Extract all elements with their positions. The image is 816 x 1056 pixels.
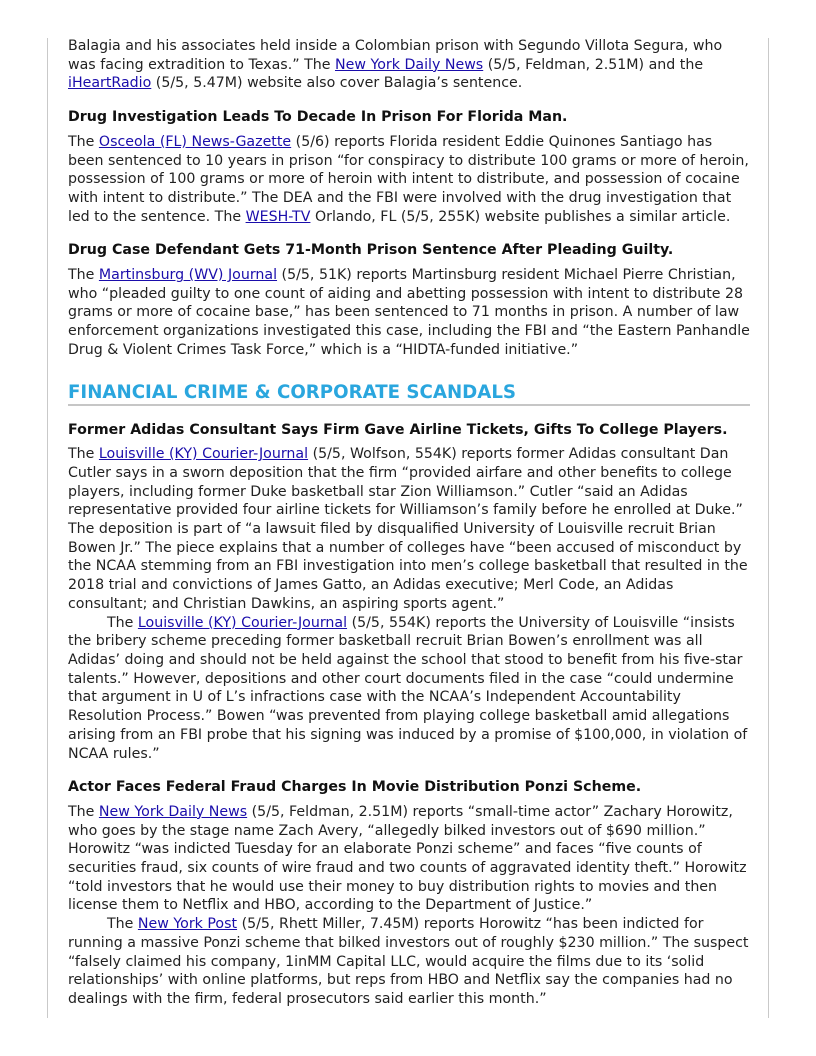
article-paragraph: The Martinsburg (WV) Journal (5/5, 51K) reports Martinsburg resident Michael Pierre Christian, who “pleaded guilty to one count of aiding and abetting possession with intent to distribute 28 grams or more of cocaine base,” has been sentenced to 71 months in prison. A number of law enforcement organizations investigated this case, including the FBI and “the Eastern Panhandle Drug & Violent Crimes Task Force,” which is a “HIDTA-funded initiative.” <box>68 267 750 358</box>
article-headline: Drug Investigation Leads To Decade In Prison For Florida Man. <box>68 109 568 126</box>
source-link[interactable]: New York Daily News <box>334 56 484 73</box>
article-martinsburg <box>68 241 750 359</box>
article-paragraph: The Osceola (FL) News-Gazette (5/6) reports Florida resident Eddie Quinones Santiago has been sentenced to 10 years in prison “for conspiracy to distribute 100 grams or more of heroin, possession of 100 grams or more of heroin with intent to distribute, and possession of cocaine with intent to distribute.” The DEA and the FBI were involved with the drug investigation that led to the sentence. The WESH-TV Orlando, FL (5/5, 255K) website publishes a similar article. <box>68 133 749 225</box>
article-ponzi <box>68 778 750 1008</box>
source-link[interactable]: New York Daily News <box>98 803 248 820</box>
article-florida <box>68 108 750 226</box>
article-paragraph: The Louisville (KY) Courier-Journal (5/5, 554K) reports the University of Louisville “insists the bribery scheme preceding former basketball recruit Brian Bowen’s enrollment was all Adidas’ doing and should not be held against the school that stood to benefit from his five-star talents.” However, depositions and other court documents filed in the case “could undermine that argument in U of L’s infractions case with the NCAA’s Independent Accountability Resolution Process.” Bowen “was prevented from playing college basketball amid allegations arising from an FBI probe that his signing was induced by a promise of $100,000, in violation of NCAA rules.” <box>68 614 748 762</box>
source-link[interactable]: New York Post <box>137 916 238 933</box>
source-link[interactable]: Martinsburg (WV) Journal <box>98 267 278 284</box>
article-headline: Drug Case Defendant Gets 71-Month Prison Sentence After Pleading Guilty. <box>68 242 674 259</box>
article-section <box>68 382 750 406</box>
article-paragraph: Balagia and his associates held inside a Colombian prison with Segundo Villota Segura, who was facing extradition to Texas.” The New York Daily News (5/5, Feldman, 2.51M) and the iHeartRadio (5/5, 5.47M) website also cover Balagia’s sentence. <box>68 38 723 92</box>
document-page <box>68 37 750 1009</box>
section-title: FINANCIAL CRIME & CORPORATE SCANDALS <box>68 381 517 403</box>
source-link[interactable]: iHeartRadio <box>68 75 152 92</box>
article-paragraph: The New York Post (5/5, Rhett Miller, 7.45M) reports Horowitz “has been indicted for running a massive Ponzi scheme that bilked investors out of roughly $230 million.” The suspect “falsely claimed his company, 1inMM Capital LLC, would acquire the films due to its ‘solid relationships’ with online platforms, but reps from HBO and Netflix say the companies had no dealings with the firm, federal prosecutors said earlier this month.” <box>68 916 749 1007</box>
source-link[interactable]: Louisville (KY) Courier-Journal <box>98 446 309 463</box>
article-headline: Former Adidas Consultant Says Firm Gave Airline Tickets, Gifts To College Players. <box>68 421 728 438</box>
article-headline: Actor Faces Federal Fraud Charges In Movie Distribution Ponzi Scheme. <box>68 779 642 796</box>
source-link[interactable]: Louisville (KY) Courier-Journal <box>137 614 348 631</box>
article-adidas <box>68 421 750 764</box>
source-link[interactable]: WESH-TV <box>245 208 311 225</box>
article-paragraph: The New York Daily News (5/5, Feldman, 2.51M) reports “small-time actor” Zachary Horowitz, who goes by the stage name Zach Avery, “allegedly bilked investors out of $690 million.” Horowitz “was indicted Tuesday for an elaborate Ponzi scheme” and faces “five counts of securities fraud, six counts of wire fraud and two counts of aggravated identity theft.” Horowitz “told investors that he would use their money to buy distribution rights to movies and then license them to Netflix and HBO, according to the Department of Justice.” <box>68 803 747 914</box>
article-cont <box>68 37 750 93</box>
section-heading <box>68 382 750 406</box>
article-paragraph: The Louisville (KY) Courier-Journal (5/5, Wolfson, 554K) reports former Adidas consultant Dan Cutler says in a sworn deposition that the firm “provided airfare and other benefits to college players, including former Duke basketball star Zion Williamson.” Cutler “said an Adidas representative provided four airline tickets for Williamson’s family before he enrolled at Duke.” The deposition is part of “a lawsuit filed by disqualified University of Louisville recruit Brian Bowen Jr.” The piece explains that a number of colleges have “been accused of misconduct by the NCAA stemming from an FBI investigation into men’s college basketball that resulted in the 2018 trial and convictions of James Gatto, an Adidas executive; Merl Code, an Adidas consultant; and Christian Dawkins, an aspiring sports agent.” <box>68 446 748 612</box>
left-margin-rule <box>47 38 48 1018</box>
source-link[interactable]: Osceola (FL) News-Gazette <box>98 133 292 150</box>
right-margin-rule <box>768 38 769 1018</box>
